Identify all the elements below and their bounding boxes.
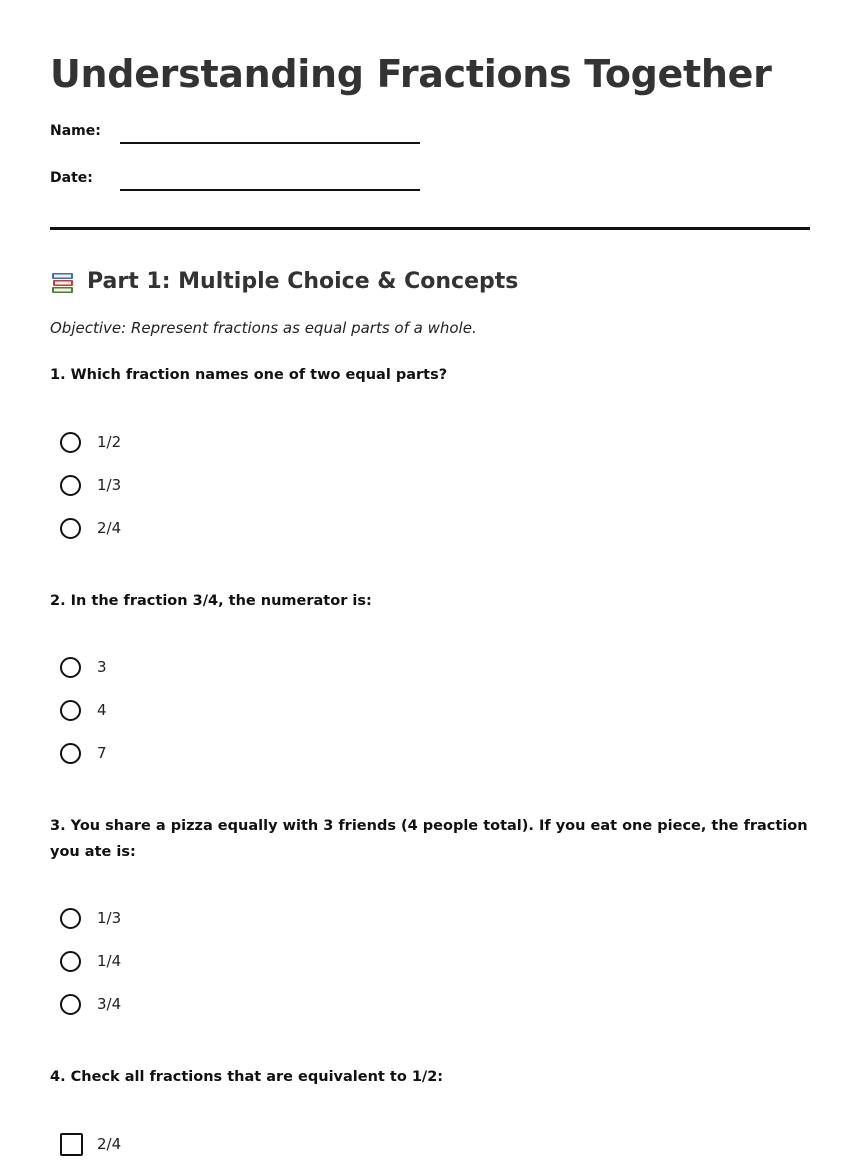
- option-label: 1/4: [97, 952, 122, 970]
- radio-button[interactable]: [60, 951, 81, 972]
- option-label: 1/2: [97, 433, 122, 451]
- date-label: Date:: [50, 170, 93, 186]
- q2-option-3[interactable]: [60, 740, 107, 766]
- objective-text: Objective: Represent fractions as equal parts of a whole.: [50, 319, 477, 337]
- q3-option-3[interactable]: [60, 991, 121, 1017]
- radio-button[interactable]: [60, 657, 81, 678]
- q2-option-1[interactable]: [60, 654, 107, 680]
- question-2: 2. In the fraction 3/4, the numerator is:: [50, 593, 372, 609]
- checkbox[interactable]: [60, 1133, 83, 1156]
- q3-option-2[interactable]: [60, 948, 121, 974]
- option-label: 2/4: [97, 519, 122, 537]
- question-1: 1. Which fraction names one of two equal parts?: [50, 367, 448, 383]
- radio-button[interactable]: [60, 475, 81, 496]
- q1-option-1[interactable]: [60, 429, 121, 455]
- option-label: 4: [97, 701, 107, 719]
- name-field[interactable]: [50, 122, 470, 146]
- option-label: 2/4: [97, 1135, 122, 1153]
- books-icon: [50, 269, 76, 295]
- radio-button[interactable]: [60, 518, 81, 539]
- radio-button[interactable]: [60, 432, 81, 453]
- section-heading: [50, 266, 518, 298]
- radio-button[interactable]: [60, 994, 81, 1015]
- option-label: 7: [97, 744, 107, 762]
- radio-button[interactable]: [60, 700, 81, 721]
- q1-option-3[interactable]: [60, 515, 121, 541]
- name-line[interactable]: [120, 142, 420, 144]
- name-label: Name:: [50, 123, 101, 139]
- option-label: 3: [97, 658, 107, 676]
- radio-button[interactable]: [60, 908, 81, 929]
- worksheet-title: Understanding Fractions Together: [50, 52, 772, 96]
- date-line[interactable]: [120, 189, 420, 191]
- q4-option-1[interactable]: [60, 1131, 121, 1157]
- question-4: 4. Check all fractions that are equivalent to 1/2:: [50, 1069, 444, 1085]
- option-label: 3/4: [97, 995, 122, 1013]
- section-title: Part 1: Multiple Choice & Concepts: [87, 269, 519, 294]
- q2-option-2[interactable]: [60, 697, 107, 723]
- question-3: 3. You share a pizza equally with 3 friends (4 people total). If you eat one piece, the fraction you ate is:: [50, 818, 808, 860]
- option-label: 1/3: [97, 909, 122, 927]
- q1-option-2[interactable]: [60, 472, 121, 498]
- date-field[interactable]: [50, 169, 470, 193]
- header-divider: [50, 227, 810, 230]
- radio-button[interactable]: [60, 743, 81, 764]
- option-label: 1/3: [97, 476, 122, 494]
- q3-option-1[interactable]: [60, 905, 121, 931]
